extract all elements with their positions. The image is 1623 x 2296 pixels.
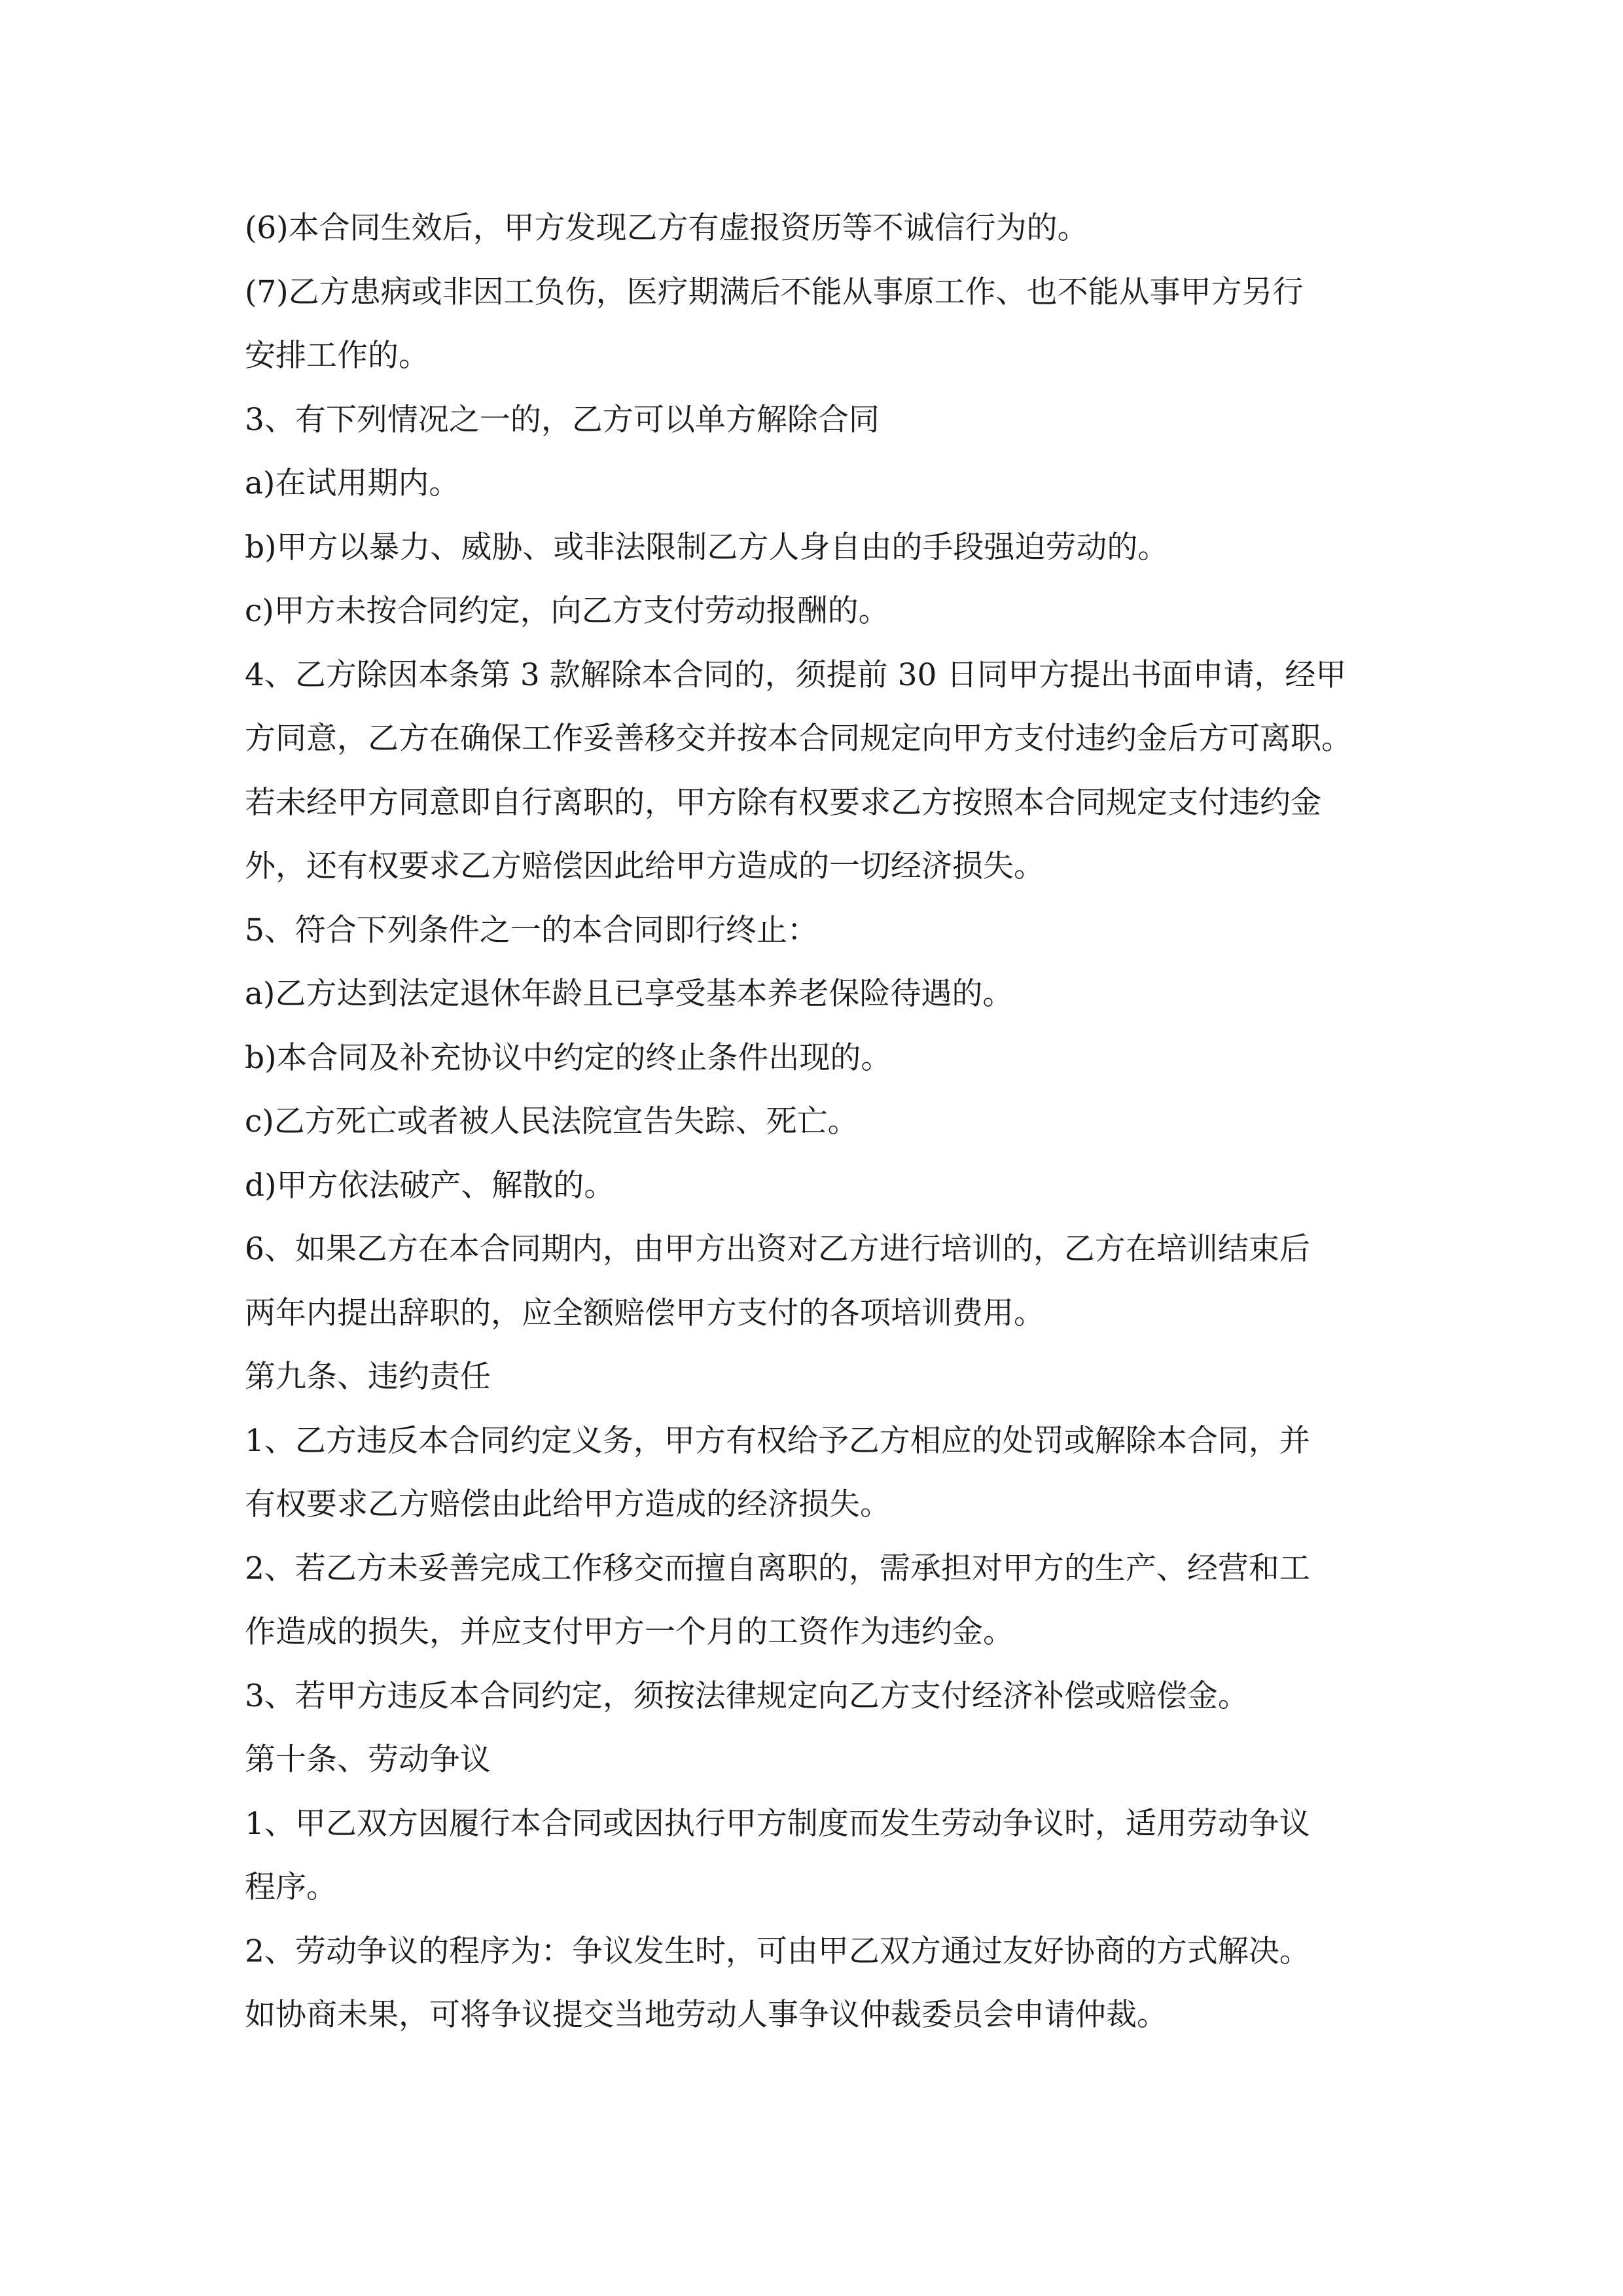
text-line: (7)乙方患病或非因工负伤，医疗期满后不能从事原工作、也不能从事甲方另行 xyxy=(245,274,1304,310)
paragraph xyxy=(245,1154,1397,1218)
text-line: (6)本合同生效后，甲方发现乙方有虚报资历等不诚信行为的。 xyxy=(245,210,1088,246)
paragraph xyxy=(245,196,1397,260)
paragraph xyxy=(245,1345,1397,1409)
text-line: 若未经甲方同意即自行离职的，甲方除有权要求乙方按照本合同规定支付违约金 xyxy=(245,784,1321,821)
text-line: c)甲方未按合同约定，向乙方支付劳动报酬的。 xyxy=(245,593,889,629)
text-line: 第九条、违约责任 xyxy=(245,1359,491,1395)
paragraph xyxy=(245,962,1397,1026)
text-line: 外，还有权要求乙方赔偿因此给甲方造成的一切经济损失。 xyxy=(245,848,1044,884)
text-line: 第十条、劳动争议 xyxy=(245,1742,491,1778)
text-line: a)在试用期内。 xyxy=(245,465,460,501)
text-line: 6、如果乙方在本合同期内，由甲方出资对乙方进行培训的，乙方在培训结束后 xyxy=(245,1231,1310,1267)
text-line: 两年内提出辞职的，应全额赔偿甲方支付的各项培训费用。 xyxy=(245,1295,1044,1331)
text-line: b)甲方以暴力、威胁、或非法限制乙方人身自由的手段强迫劳动的。 xyxy=(245,529,1169,565)
paragraph xyxy=(245,260,1397,388)
paragraph xyxy=(245,516,1397,580)
text-line: 4、乙方除因本条第 3 款解除本合同的，须提前 30 日同甲方提出书面申请，经甲 xyxy=(245,656,1347,693)
text-line: 3、若甲方违反本合同约定，须按法律规定向乙方支付经济补偿或赔偿金。 xyxy=(245,1677,1249,1714)
text-line: 安排工作的。 xyxy=(245,338,429,374)
text-line: 有权要求乙方赔偿由此给甲方造成的经济损失。 xyxy=(245,1486,891,1522)
text-line: 5、符合下列条件之一的本合同即行终止： xyxy=(245,912,818,948)
paragraph xyxy=(245,452,1397,516)
text-line: 如协商未果，可将争议提交当地劳动人事争议仲裁委员会申请仲裁。 xyxy=(245,1997,1168,2033)
text-line: 3、有下列情况之一的，乙方可以单方解除合同 xyxy=(245,401,880,438)
paragraph xyxy=(245,579,1397,643)
paragraph xyxy=(245,1537,1397,1664)
paragraph xyxy=(245,899,1397,963)
paragraph xyxy=(245,1920,1397,2047)
paragraph xyxy=(245,388,1397,452)
text-line: 1、乙方违反本合同约定义务，甲方有权给予乙方相应的处罚或解除本合同，并 xyxy=(245,1422,1310,1459)
text-line: 程序。 xyxy=(245,1869,337,1905)
text-line: c)乙方死亡或者被人民法院宣告失踪、死亡。 xyxy=(245,1103,859,1139)
text-line: 2、若乙方未妥善完成工作移交而擅自离职的，需承担对甲方的生产、经营和工 xyxy=(245,1550,1310,1587)
paragraph xyxy=(245,643,1397,899)
text-line: 方同意，乙方在确保工作妥善移交并按本合同规定向甲方支付违约金后方可离职。 xyxy=(245,721,1352,757)
paragraph xyxy=(245,1728,1397,1792)
paragraph xyxy=(245,1792,1397,1920)
paragraph xyxy=(245,1217,1397,1345)
paragraph xyxy=(245,1026,1397,1090)
text-line: b)本合同及补充协议中约定的终止条件出现的。 xyxy=(245,1039,892,1076)
text-line: d)甲方依法破产、解散的。 xyxy=(245,1167,615,1204)
text-line: 2、劳动争议的程序为：争议发生时，可由甲乙双方通过友好协商的方式解决。 xyxy=(245,1933,1310,1969)
document-body xyxy=(245,196,1397,2047)
text-line: 1、甲乙双方因履行本合同或因执行甲方制度而发生劳动争议时，适用劳动争议 xyxy=(245,1805,1310,1842)
text-line: 作造成的损失，并应支付甲方一个月的工资作为违约金。 xyxy=(245,1614,1014,1650)
text-line: a)乙方达到法定退休年龄且已享受基本养老保险待遇的。 xyxy=(245,976,1014,1012)
paragraph xyxy=(245,1409,1397,1537)
paragraph xyxy=(245,1664,1397,1729)
paragraph xyxy=(245,1090,1397,1154)
